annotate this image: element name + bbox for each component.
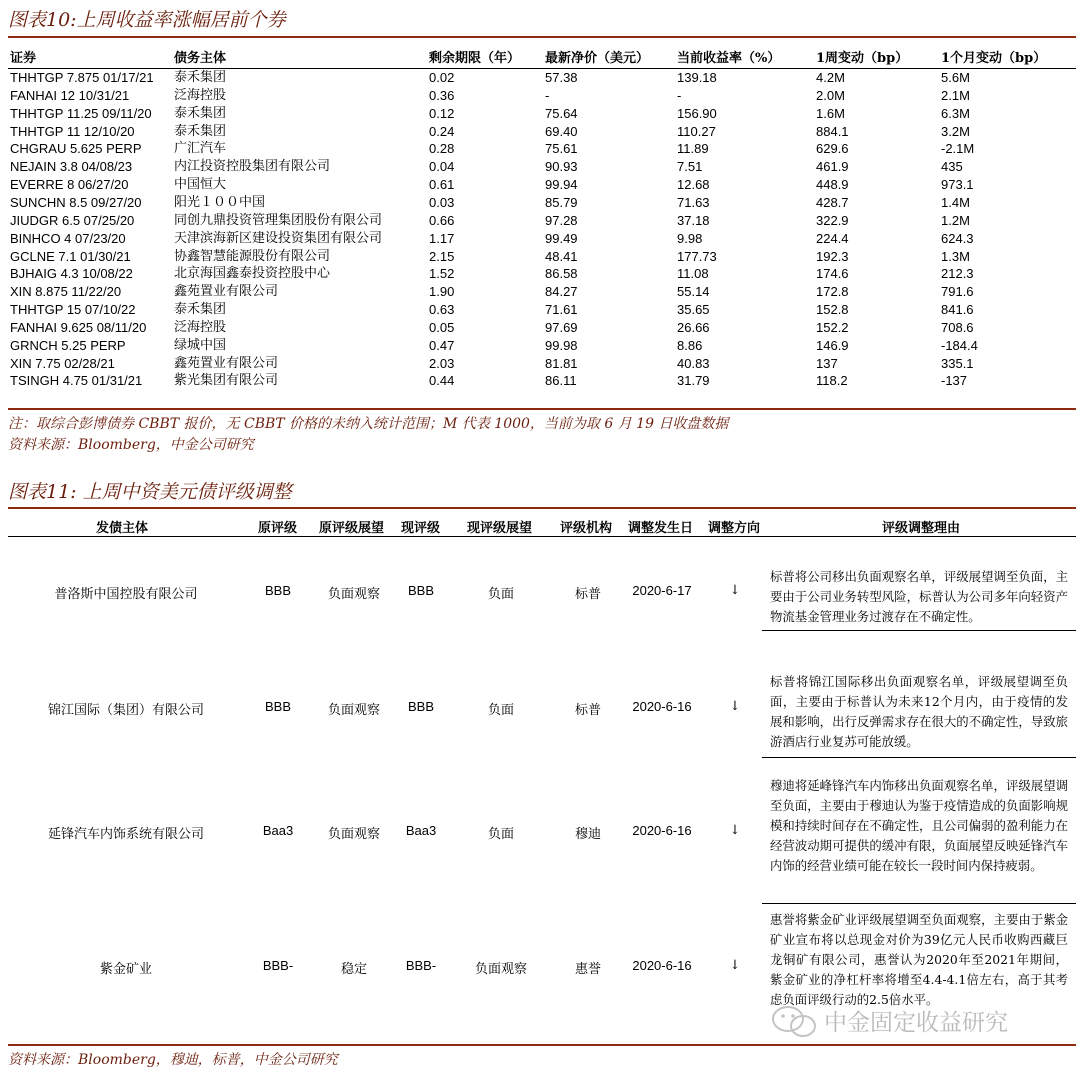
column-header: 1个月变动（bp） xyxy=(941,51,1047,66)
figure10-header-rule xyxy=(8,68,1076,69)
table-cell: 12.68 xyxy=(677,177,710,193)
table-cell: 192.3 xyxy=(816,248,849,264)
table-cell: 0.36 xyxy=(429,87,455,103)
table-cell: 泰禾集团 xyxy=(174,123,227,139)
table-cell: 3.2M xyxy=(941,123,970,139)
reason-text: 标普将公司移出负面观察名单，评级展望调至负面，主要由于公司业务转型风险，标普认为公司多年向轻资产物流基金管理业务过渡存在不确定性。 xyxy=(770,569,1068,624)
new-outlook: 负面观察 xyxy=(474,962,528,977)
table-cell: XIN 7.75 02/28/21 xyxy=(10,355,115,371)
table-cell: 139.18 xyxy=(677,70,717,85)
table-cell: 99.49 xyxy=(545,230,578,246)
issuer: 延锋汽车内饰系统有限公司 xyxy=(47,827,205,842)
table-cell: 48.41 xyxy=(545,248,578,264)
table-cell: -184.4 xyxy=(941,337,978,353)
issuer: 锦江国际（集团）有限公司 xyxy=(47,703,205,718)
table-cell: 212.3 xyxy=(941,266,974,282)
table-cell: THHTGP 11 12/10/20 xyxy=(10,123,135,139)
figure10-source: 资料来源：Bloomberg，中金公司研究 xyxy=(8,437,254,453)
table-cell: 9.98 xyxy=(677,230,703,246)
table-cell: 75.61 xyxy=(545,141,578,157)
header-issuer: 发债主体 xyxy=(96,521,149,536)
table-cell: 5.6M xyxy=(941,70,970,85)
adjust-date: 2020-6-16 xyxy=(632,958,692,973)
table-cell: 泰禾集团 xyxy=(174,70,227,85)
old-rating: BBB xyxy=(264,699,292,714)
issuer: 普洛斯中国控股有限公司 xyxy=(54,587,198,602)
table-cell: 1.90 xyxy=(429,284,455,300)
table-row xyxy=(8,105,1076,123)
table-cell: 泛海控股 xyxy=(174,87,227,103)
figure11-title: 图表11: 上周中资美元债评级调整 xyxy=(8,481,292,503)
table-cell: 86.11 xyxy=(545,373,577,389)
header-old-outlook: 原评级展望 xyxy=(319,521,385,536)
reason-text: 惠誉将紫金矿业评级展望调至负面观察，主要由于紫金矿业宣布将以总现金对价为39亿元人民币收购西藏巨龙铜矿有限公司，惠誉认为2020年至2021年期间，紫金矿业的净杠杆率将增至4.4-4.1倍左右，高于其考虑负面评级行动的2.5倍水平。 xyxy=(770,912,1068,1007)
adjust-date: 2020-6-17 xyxy=(632,583,692,598)
table-cell: 152.2 xyxy=(816,319,849,335)
old-outlook: 稳定 xyxy=(340,962,368,977)
table-cell: - xyxy=(677,87,682,103)
table-cell: 中国恒大 xyxy=(174,177,227,193)
old-outlook: 负面观察 xyxy=(327,827,381,842)
table-cell: THHTGP 7.875 01/17/21 xyxy=(10,70,154,85)
table-cell: 协鑫智慧能源股份有限公司 xyxy=(174,248,331,264)
table-row xyxy=(8,230,1076,248)
figure10-bottom-rule xyxy=(8,408,1076,410)
header-old-rating: 原评级 xyxy=(258,521,298,536)
table-cell: 泰禾集团 xyxy=(174,105,227,121)
table-cell: 55.14 xyxy=(677,284,710,300)
figure10-title: 图表10:上周收益率涨幅居前个券 xyxy=(8,9,286,31)
table-cell: 0.61 xyxy=(429,177,455,193)
table-cell: 90.93 xyxy=(545,159,578,175)
table-cell: 85.79 xyxy=(545,194,578,210)
wechat-logo-icon xyxy=(770,1004,820,1040)
reason-text: 穆迪将延峰锋汽车内饰移出负面观察名单，评级展望调至负面，主要由于穆迪认为鉴于疫情造成的负面影响规模和持续时间存在不确定性，且公司偏弱的盈利能力在经营波动期可提供的缓冲有限，负面展望反映延锋汽车内饰的经营业绩可能在较长一段时间内保持疲弱。 xyxy=(770,778,1068,873)
table-cell: 4.2M xyxy=(816,70,845,85)
table-cell: 224.4 xyxy=(816,230,849,246)
column-header: 证券 xyxy=(10,51,37,66)
table-cell: 阳光１００中国 xyxy=(174,194,266,210)
table-cell: 0.66 xyxy=(429,212,455,228)
table-cell: FANHAI 9.625 08/11/20 xyxy=(10,319,147,335)
table-cell: 0.63 xyxy=(429,302,455,318)
table-cell: TSINGH 4.75 01/31/21 xyxy=(10,373,143,389)
table-cell: 624.3 xyxy=(941,230,974,246)
agency: 惠誉 xyxy=(574,962,602,977)
table-row xyxy=(8,355,1076,373)
table-row xyxy=(8,301,1076,319)
table-cell: EVERRE 8 06/27/20 xyxy=(10,177,129,193)
table-cell: 435 xyxy=(941,159,963,175)
table-cell: 86.58 xyxy=(545,266,578,282)
table-cell: CHGRAU 5.625 PERP xyxy=(10,141,142,157)
header-new-rating: 现评级 xyxy=(401,521,441,536)
new-rating: BBB- xyxy=(405,958,437,973)
table-header-row xyxy=(8,50,1076,68)
table-cell: -137 xyxy=(941,373,968,389)
table-cell: 0.02 xyxy=(429,70,455,85)
table-cell: 97.28 xyxy=(545,212,578,228)
table-cell: 天津滨海新区建设投资集团有限公司 xyxy=(174,230,383,246)
table-cell: 177.73 xyxy=(677,248,717,264)
table-cell: 884.1 xyxy=(816,123,849,139)
table-cell: 335.1 xyxy=(941,355,974,371)
table-cell: 1.3M xyxy=(941,248,970,264)
table-cell: 152.8 xyxy=(816,302,849,318)
table-cell: 8.86 xyxy=(677,337,703,353)
header-date: 调整发生日 xyxy=(628,521,694,536)
column-header: 剩余期限（年） xyxy=(429,51,521,66)
table-cell: 0.12 xyxy=(429,105,455,121)
table-cell: NEJAIN 3.8 04/08/23 xyxy=(10,159,133,175)
table-cell: 708.6 xyxy=(941,319,974,335)
table-cell: 37.18 xyxy=(677,212,710,228)
table-cell: 81.81 xyxy=(545,355,578,371)
table-cell: BJHAIG 4.3 10/08/22 xyxy=(10,266,133,282)
figure11-top-rule xyxy=(8,507,1076,509)
table-row xyxy=(8,248,1076,266)
table-cell: 1.17 xyxy=(429,230,455,246)
table-row xyxy=(8,87,1076,105)
table-cell: 1.4M xyxy=(941,194,970,210)
table-row xyxy=(8,69,1076,87)
table-cell: XIN 8.875 11/22/20 xyxy=(10,284,122,300)
issuer: 紫金矿业 xyxy=(99,962,153,977)
table-cell: 鑫苑置业有限公司 xyxy=(174,284,279,300)
table-row xyxy=(8,337,1076,355)
table-cell: 31.79 xyxy=(677,373,710,389)
new-outlook: 负面 xyxy=(487,827,515,842)
table-cell: 0.47 xyxy=(429,337,455,353)
column-header: 当前收益率（%） xyxy=(677,51,781,66)
table-cell: 鑫苑置业有限公司 xyxy=(174,355,279,371)
column-header: 最新净价（美元） xyxy=(545,51,650,66)
table-cell: JIUDGR 6.5 07/25/20 xyxy=(10,212,135,228)
direction-down-icon: ↓ xyxy=(729,699,741,714)
table-cell: 1.52 xyxy=(429,266,455,282)
table-cell: 2.15 xyxy=(429,248,455,264)
direction-down-icon: ↓ xyxy=(729,583,741,598)
table-cell: 75.64 xyxy=(545,105,578,121)
old-rating: BBB- xyxy=(262,958,294,973)
reason-text: 标普将锦江国际移出负面观察名单，评级展望调至负面，主要由于标普认为未来12个月内，由于疫情的发展和影响，出行反弹需求存在很大的不确定性，导致旅游酒店行业复苏可能放缓。 xyxy=(770,674,1068,749)
header-new-outlook: 现评级展望 xyxy=(467,521,533,536)
header-direction: 调整方向 xyxy=(708,521,761,536)
new-rating: BBB xyxy=(407,583,435,598)
table-cell: 绿城中国 xyxy=(174,337,227,353)
table-cell: GRNCH 5.25 PERP xyxy=(10,337,126,353)
table-cell: BINHCO 4 07/23/20 xyxy=(10,230,126,246)
table-cell: 0.24 xyxy=(429,123,455,139)
old-rating: BBB xyxy=(264,583,292,598)
adjust-date: 2020-6-16 xyxy=(632,699,692,714)
table-cell: 紫光集团有限公司 xyxy=(174,373,279,389)
table-cell: 广汇汽车 xyxy=(174,141,227,157)
table-cell: 2.03 xyxy=(429,355,455,371)
agency: 穆迪 xyxy=(574,827,602,842)
table-cell: 同创九鼎投资管理集团股份有限公司 xyxy=(174,212,383,228)
table-cell: SUNCHN 8.5 09/27/20 xyxy=(10,194,142,210)
table-cell: 35.65 xyxy=(677,302,710,318)
table-cell: 174.6 xyxy=(816,266,849,282)
table-row xyxy=(8,140,1076,158)
table-cell: 6.3M xyxy=(941,105,970,121)
new-rating: BBB xyxy=(407,699,435,714)
table-cell: 69.40 xyxy=(545,123,578,139)
table-cell: 84.27 xyxy=(545,284,578,300)
new-outlook: 负面 xyxy=(487,587,515,602)
table-cell: 11.89 xyxy=(677,141,709,157)
table-cell: 99.98 xyxy=(545,337,578,353)
table-cell: 322.9 xyxy=(816,212,849,228)
table-cell: 137 xyxy=(816,355,838,371)
adjust-date: 2020-6-16 xyxy=(632,823,692,838)
figure11-source: 资料来源：Bloomberg，穆迪，标普，中金公司研究 xyxy=(8,1052,338,1068)
table-cell: 26.66 xyxy=(677,319,710,335)
table-cell: 973.1 xyxy=(941,177,974,193)
table-cell: 0.03 xyxy=(429,194,455,210)
table-cell: 461.9 xyxy=(816,159,849,175)
table-row xyxy=(8,319,1076,337)
table-cell: 北京海国鑫泰投资控股中心 xyxy=(174,266,331,282)
table-cell: 97.69 xyxy=(545,319,578,335)
table-cell: 内江投资控股集团有限公司 xyxy=(174,159,331,175)
table-cell: FANHAI 12 10/31/21 xyxy=(10,87,130,103)
table-cell: 791.6 xyxy=(941,284,974,300)
table-row xyxy=(8,265,1076,283)
table-cell: 110.27 xyxy=(677,123,716,139)
table-cell: 172.8 xyxy=(816,284,849,300)
new-rating: Baa3 xyxy=(405,823,437,838)
old-outlook: 负面观察 xyxy=(327,587,381,602)
table-cell: THHTGP 15 07/10/22 xyxy=(10,302,136,318)
table-cell: 156.90 xyxy=(677,105,717,121)
header-reason: 评级调整理由 xyxy=(882,521,961,536)
table-cell: 841.6 xyxy=(941,302,974,318)
watermark-text: 中金固定收益研究 xyxy=(824,1010,1008,1036)
direction-down-icon: ↓ xyxy=(729,958,741,973)
table-cell: 629.6 xyxy=(816,141,849,157)
table-cell: 448.9 xyxy=(816,177,849,193)
table-cell: 428.7 xyxy=(816,194,849,210)
figure10-top-rule xyxy=(8,36,1076,38)
table-cell: 泛海控股 xyxy=(174,319,227,335)
table-cell: 71.63 xyxy=(677,194,710,210)
table-cell: 0.05 xyxy=(429,319,455,335)
figure11-header-rule xyxy=(8,536,1076,537)
table-cell: 71.61 xyxy=(545,302,578,318)
reason-separator xyxy=(762,757,1076,758)
table-row xyxy=(8,123,1076,141)
agency: 标普 xyxy=(574,587,602,602)
table-cell: THHTGP 11.25 09/11/20 xyxy=(10,105,152,121)
figure11-bottom-rule xyxy=(8,1044,1076,1046)
table-row xyxy=(8,176,1076,194)
table-cell: 57.38 xyxy=(545,70,578,85)
new-outlook: 负面 xyxy=(487,703,515,718)
table-cell: 40.83 xyxy=(677,355,710,371)
table-cell: 2.0M xyxy=(816,87,845,103)
table-cell: 0.44 xyxy=(429,373,455,389)
table-row xyxy=(8,283,1076,301)
table-cell: 0.04 xyxy=(429,159,455,175)
table-row xyxy=(8,194,1076,212)
table-cell: 11.08 xyxy=(677,266,709,282)
table-cell: 146.9 xyxy=(816,337,849,353)
old-rating: Baa3 xyxy=(262,823,294,838)
table-cell: 118.2 xyxy=(816,373,848,389)
direction-down-icon: ↓ xyxy=(729,823,741,838)
table-cell: GCLNE 7.1 01/30/21 xyxy=(10,248,131,264)
table-row xyxy=(8,158,1076,176)
table-cell: 2.1M xyxy=(941,87,970,103)
table-cell: - xyxy=(545,87,550,103)
table-row xyxy=(8,372,1076,390)
reason-separator xyxy=(762,630,1076,631)
table-cell: 泰禾集团 xyxy=(174,302,227,318)
column-header: 债务主体 xyxy=(174,51,227,66)
agency: 标普 xyxy=(574,703,602,718)
column-header: 1周变动（bp） xyxy=(816,51,909,66)
table-cell: 1.2M xyxy=(941,212,970,228)
reason-separator xyxy=(762,903,1076,904)
table-cell: -2.1M xyxy=(941,141,975,157)
table-cell: 7.51 xyxy=(677,159,703,175)
figure10-note: 注：取综合彭博债券 CBBT 报价，无 CBBT 价格的未纳入统计范围；M 代表 1000，当前为取 6 月 19 日收盘数据 xyxy=(8,416,729,432)
old-outlook: 负面观察 xyxy=(327,703,381,718)
table-cell: 99.94 xyxy=(545,177,578,193)
header-agency: 评级机构 xyxy=(560,521,613,536)
table-cell: 0.28 xyxy=(429,141,455,157)
table-cell: 1.6M xyxy=(816,105,845,121)
table-row xyxy=(8,212,1076,230)
